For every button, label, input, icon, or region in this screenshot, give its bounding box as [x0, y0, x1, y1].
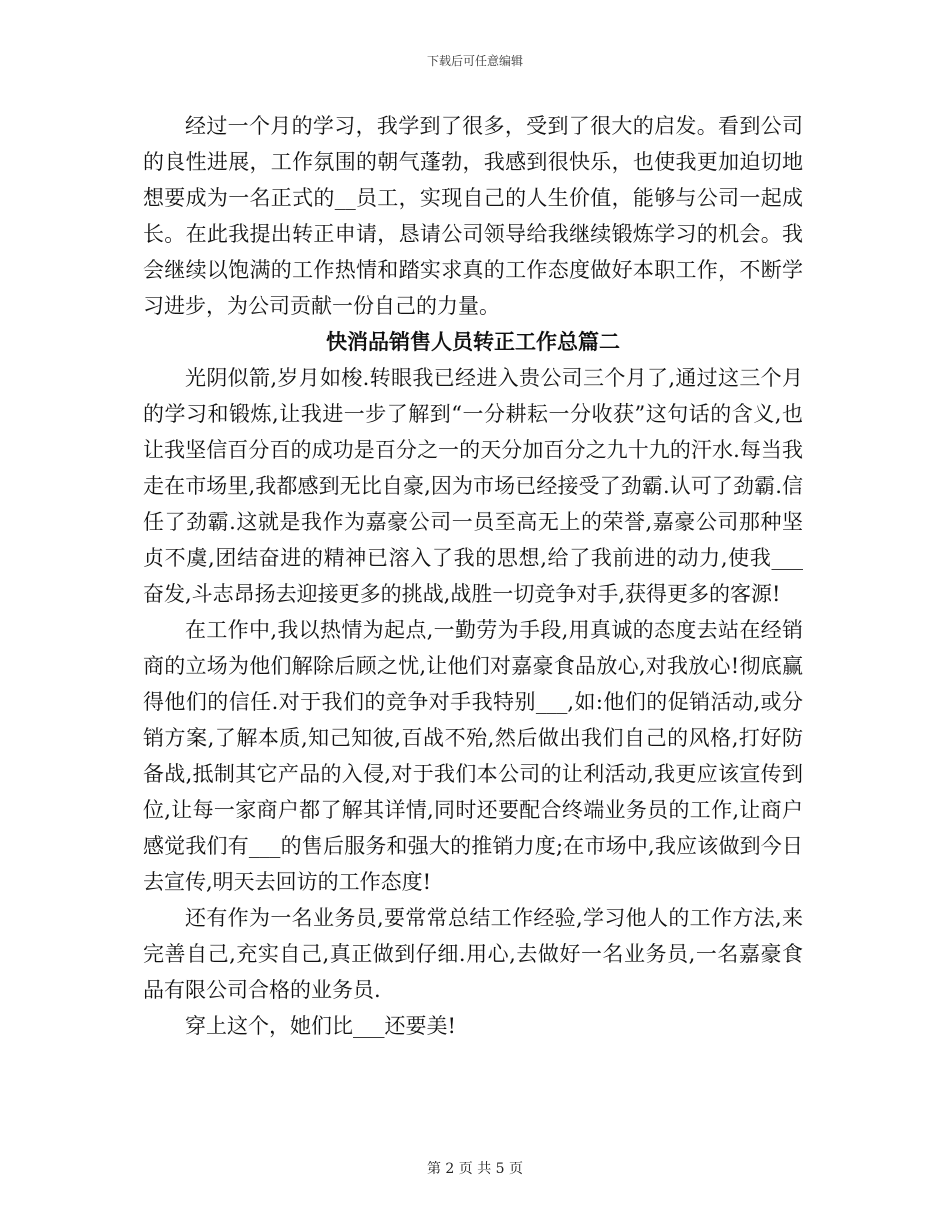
paragraph-2: 在工作中,我以热情为起点,一勤劳为手段,用真诚的态度去站在经销商的立场为他们解除后顾之忧,让他们对嘉豪食品放心,对我放心!彻底赢得他们的信任.对于我们的竞争对手我特别___,如:他们的促销活动,或分销方案,了解本质,知己知彼,百战不殆,然后做出我们自己的风格,打好防备战,抵制其它产品的入侵,对于我们本公司的让利活动,我更应该宣传到位,让每一家商户都了解其详情,同时还要配合终端业务员的工作,让商户感觉我们有___的售后服务和强大的推销力度;在市场中,我应该做到今日去宣传,明天去回访的工作态度!	[143, 618, 803, 894]
page-number-footer: 第 2 页 共 5 页	[426, 1161, 524, 1177]
page-header: 下载后可任意编辑	[426, 54, 523, 68]
paragraph-4: 穿上这个，她们比___还要美!	[185, 1014, 456, 1038]
document-body	[143, 108, 803, 1044]
section-title: 快消品销售人员转正工作总篇二	[326, 329, 620, 354]
paragraph-intro-closing: 经过一个月的学习，我学到了很多，受到了很大的启发。看到公司的良性进展，工作氛围的朝气蓬勃，我感到很快乐，也使我更加迫切地想要成为一名正式的__员工，实现自己的人生价值，能够与公司一起成长。在此我提出转正申请，恳请公司领导给我继续锻炼学习的机会。我会继续以饱满的工作热情和踏实求真的工作态度做好本职工作，不断学习进步，为公司贡献一份自己的力量。	[143, 114, 803, 318]
paragraph-3: 还有作为一名业务员,要常常总结工作经验,学习他人的工作方法,来完善自己,充实自己,真正做到仔细.用心,去做好一名业务员,一名嘉豪食品有限公司合格的业务员.	[143, 906, 803, 1002]
paragraph-1: 光阴似箭,岁月如梭.转眼我已经进入贵公司三个月了,通过这三个月的学习和锻炼,让我进一步了解到“一分耕耘一分收获”这句话的含义,也让我坚信百分百的成功是百分之一的天分加百分之九十九的汗水.每当我走在市场里,我都感到无比自豪,因为市场已经接受了劲霸.认可了劲霸.信任了劲霸.这就是我作为嘉豪公司一员至高无上的荣誉,嘉豪公司那种坚贞不虞,团结奋进的精神已溶入了我的思想,给了我前进的动力,使我___奋发,斗志昂扬去迎接更多的挑战,战胜一切竞争对手,获得更多的客源!	[143, 366, 803, 606]
